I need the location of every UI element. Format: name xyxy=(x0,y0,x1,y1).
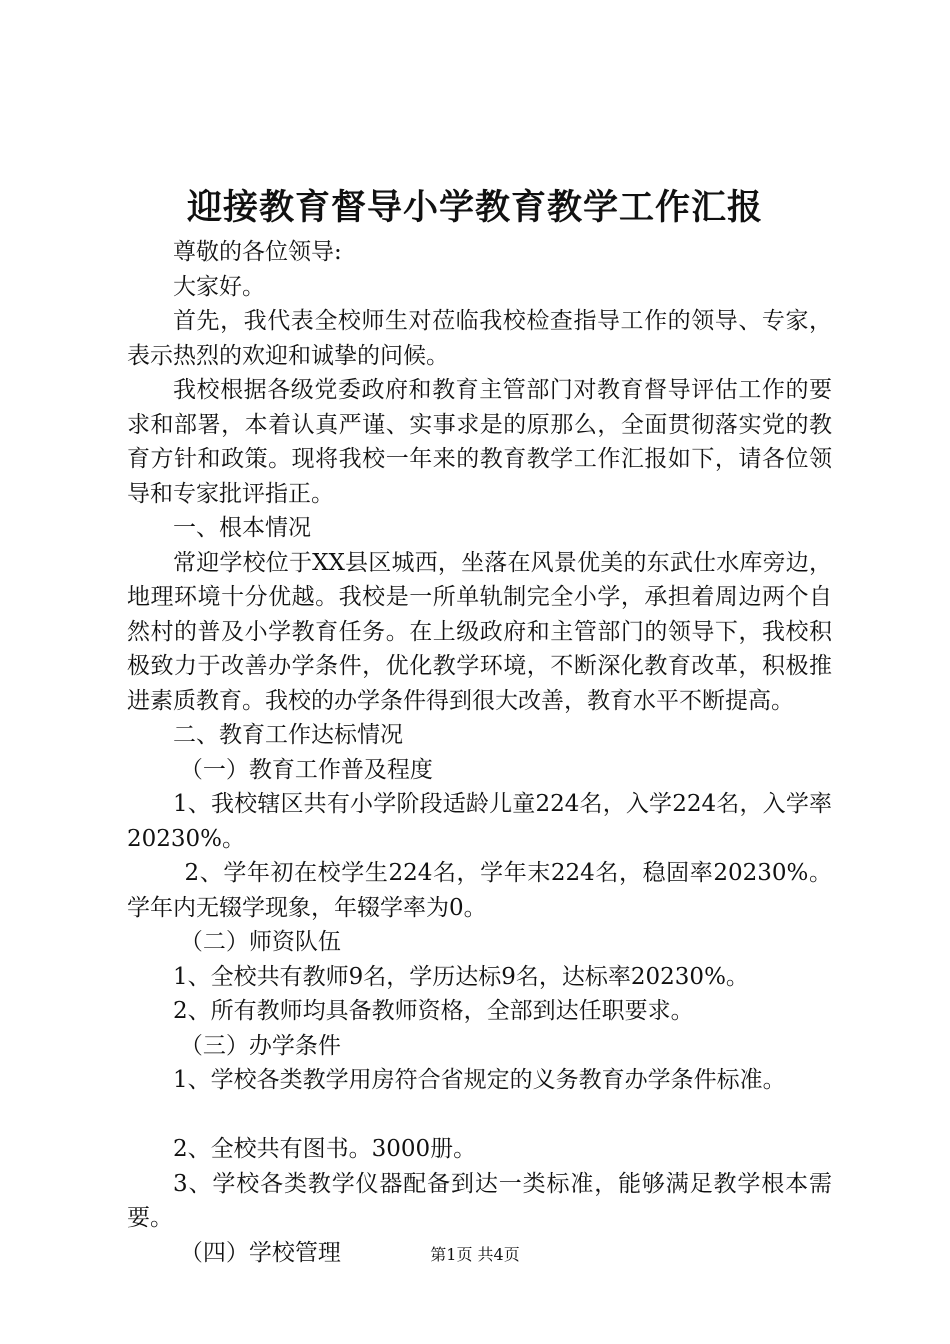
list-item-teacher-count: 1、全校共有教师9名，学历达标9名，达标率20230%。 xyxy=(173,963,749,990)
salutation: 尊敬的各位领导: xyxy=(173,239,342,265)
document-body xyxy=(127,235,832,1270)
list-item-library: 2、全校共有图书。3000册。 xyxy=(173,1136,477,1162)
list-item-teacher-qualification: 2、所有教师均具备教师资格，全部到达任职要求。 xyxy=(173,998,694,1024)
section-heading-standards: 二、教育工作达标情况 xyxy=(173,722,403,748)
section-heading-basic: 一、根本情况 xyxy=(173,515,311,541)
blank-line xyxy=(127,1098,832,1133)
list-item-retention: 2、学年初在校学生224名，学年末224名，稳固率20230%。学年内无辍学现象，年辍学率为0。 xyxy=(127,860,832,921)
page-footer: 第1页 共4页 xyxy=(430,1245,520,1264)
subsection-heading-popularization: （一）教育工作普及程度 xyxy=(179,756,433,783)
paragraph-intro: 我校根据各级党委政府和教育主管部门对教育督导评估工作的要求和部署，本着认真严谨、实事求是的原那么，全面贯彻落实党的教育方针和政策。现将我校一年来的教育教学工作汇报如下，请各位领导和专家批评指正。 xyxy=(127,377,832,507)
greeting: 大家好。 xyxy=(173,273,265,300)
subsection-heading-teachers: （二）师资队伍 xyxy=(179,929,341,955)
document-title: 迎接教育督导小学教育教学工作汇报 xyxy=(186,187,763,228)
list-item-instruments: 3、学校各类教学仪器配备到达一类标准，能够满足教学根本需要。 xyxy=(127,1170,832,1231)
paragraph-school-overview: 常迎学校位于XX县区城西，坐落在风景优美的东武仕水库旁边，地理环境十分优越。我校是一所单轨制完全小学，承担着周边两个自然村的普及小学教育任务。在上级政府和主管部门的领导下，我校积极致力于改善办学条件，优化教学环境，不断深化教育改革，积极推进素质教育。我校的办学条件得到很大改善，教育水平不断提高。 xyxy=(127,549,832,714)
paragraph-welcome: 首先，我代表全校师生对莅临我校检查指导工作的领导、专家，表示热烈的欢迎和诚挚的问候。 xyxy=(127,308,832,369)
subsection-heading-management: （四）学校管理 xyxy=(179,1239,341,1266)
list-item-classrooms: 1、学校各类教学用房符合省规定的义务教育办学条件标准。 xyxy=(173,1067,786,1093)
subsection-heading-conditions: （三）办学条件 xyxy=(179,1032,341,1059)
list-item-enrollment: 1、我校辖区共有小学阶段适龄儿童224名，入学224名，入学率20230%。 xyxy=(127,791,832,852)
